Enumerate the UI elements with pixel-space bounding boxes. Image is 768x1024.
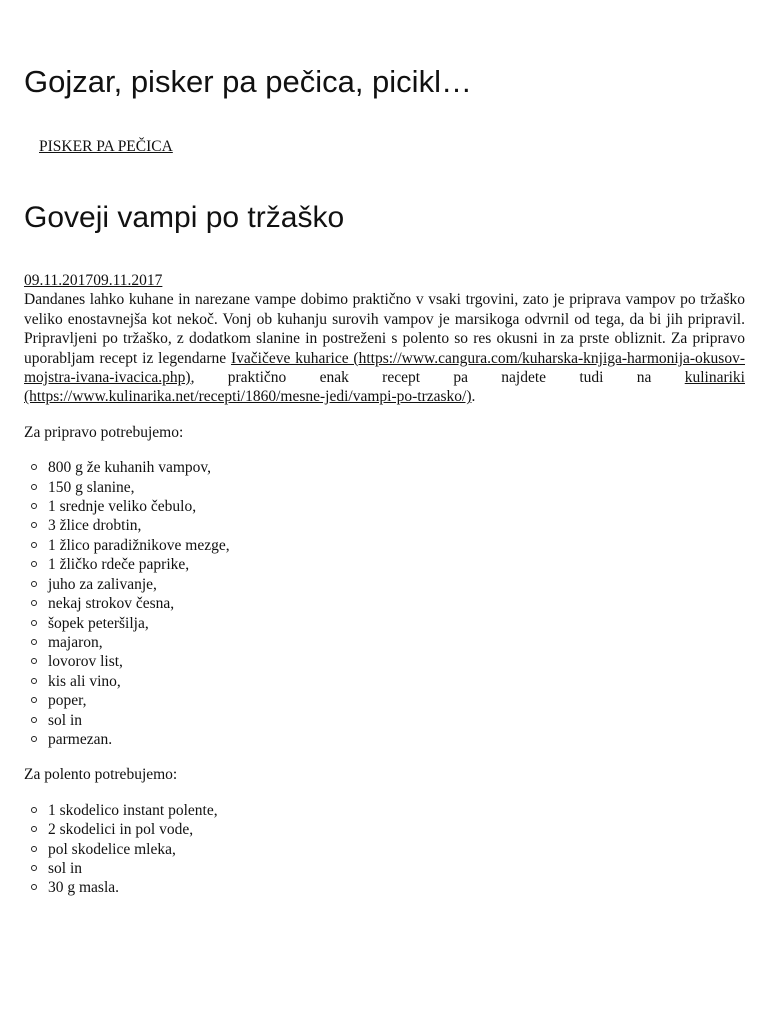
intro-paragraph (24, 290, 745, 406)
list-item: 1 srednje veliko čebulo, (48, 497, 745, 516)
main-navigation (39, 137, 173, 157)
list-item: kis ali vino, (48, 672, 745, 691)
list-item: nekaj strokov česna, (48, 594, 745, 613)
date-published: 09.11.2017 (24, 272, 94, 289)
nav-item (39, 137, 173, 157)
nav-link-pisker-pa-pecica[interactable]: PISKER PA PEČICA (39, 138, 173, 155)
ingredients-heading-main: Za pripravo potrebujemo: (24, 423, 184, 441)
list-item: 2 skodelici in pol vode, (48, 820, 745, 839)
list-item: 1 žličko rdeče paprike, (48, 555, 745, 574)
list-item: majaron, (48, 633, 745, 652)
kulinarika-link[interactable]: kulinariki (https://www.kulinarika.net/recepti/1860/mesne-jedi/vampi-po-trzasko/) (24, 369, 745, 406)
ingredients-list-main (24, 458, 745, 749)
list-item: pol skodelice mleka, (48, 840, 745, 859)
ivacic-cookbook-link[interactable]: Ivačičeve kuharice (https://www.cangura.com/kuharska-knjiga-harmonija-okusov-mojstra-ivana-ivacica.php) (24, 349, 745, 387)
list-item: 800 g že kuhanih vampov, (48, 458, 745, 477)
intro-text: . (471, 388, 476, 406)
list-item: 30 g masla. (48, 878, 745, 897)
list-item: sol in (48, 859, 745, 878)
list-item: sol in (48, 711, 745, 730)
ingredients-list-polenta (24, 801, 745, 898)
intro-text: , praktično enak recept pa najdete tudi na (190, 369, 685, 387)
list-item: šopek peteršilja, (48, 614, 745, 633)
post-title: Goveji vampi po tržaško (24, 201, 345, 234)
post-content (24, 271, 745, 914)
list-item: 3 žlice drobtin, (48, 516, 745, 535)
list-item: juho za zalivanje, (48, 575, 745, 594)
list-item: poper, (48, 691, 745, 710)
post-date-link[interactable] (24, 271, 745, 290)
site-title: Gojzar, pisker pa pečica, picikl… (24, 64, 472, 99)
list-item: parmezan. (48, 730, 745, 749)
ingredients-heading-polenta: Za polento potrebujemo: (24, 766, 178, 784)
intro-text: Dandanes lahko kuhane in narezane vampe dobimo praktično v vsaki trgovini, zato je priprava vampov po tržaško veliko enostavnejša kot nekoč. Vonj ob kuhanju surovih vampov je marsikoga odvrnil od tega, da bi jih pripravil. Pripravljeni po tržaško, z dodatkom slanine in postreženi s polento so res okusni in za prste obliznit. Za pripravo uporabljam recept iz legendarne (24, 291, 745, 367)
list-item: 150 g slanine, (48, 478, 745, 497)
list-item: 1 skodelico instant polente, (48, 801, 745, 820)
list-item: 1 žlico paradižnikove mezge, (48, 536, 745, 555)
date-updated: 09.11.2017 (93, 272, 163, 289)
list-item: lovorov list, (48, 652, 745, 671)
